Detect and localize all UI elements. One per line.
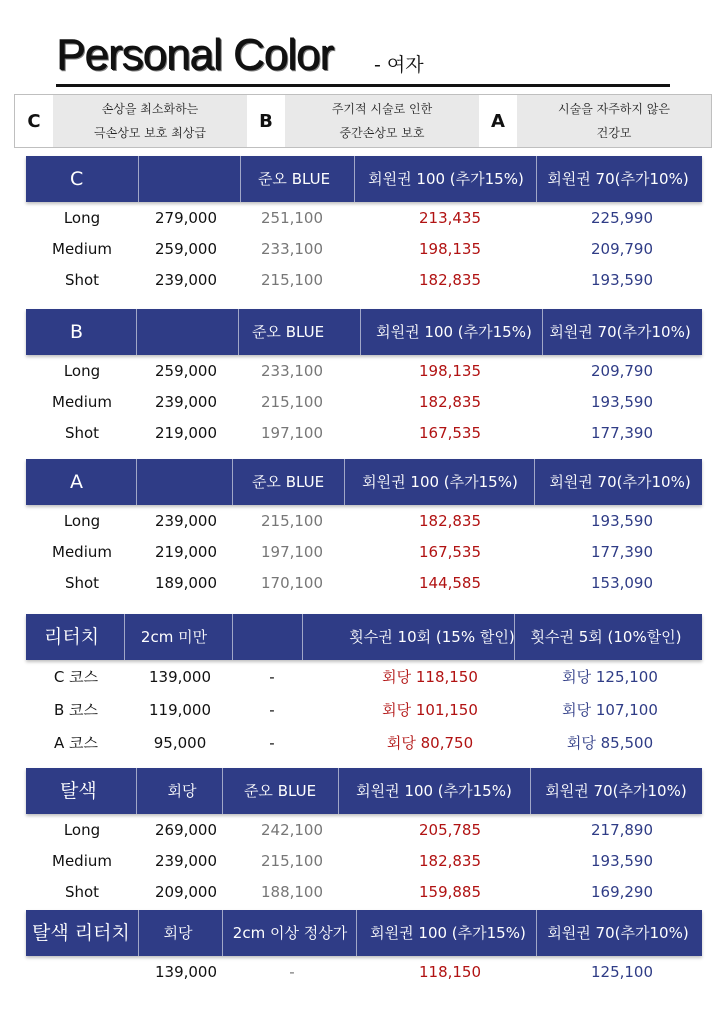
table-row [26,418,702,449]
legend-desc-line: 중간손상모 보호 [339,126,425,140]
table-row [26,568,702,599]
membership-70-price-cell: 209,790 [590,240,654,258]
membership-100-price-cell: 회당 118,150 [382,668,478,686]
column-header: 회당 [163,924,193,942]
header-divider [138,910,139,956]
junoh-blue-price-cell: - [269,701,275,719]
junoh-blue-price-cell: 215,100 [260,852,324,870]
membership-100-price-cell: 167,535 [418,424,482,442]
membership-100-price-cell: 회당 80,750 [386,734,474,752]
price-table-bleach [26,768,702,908]
table-title: C [70,168,84,190]
length-cell: C 코스 [53,668,99,686]
membership-100-price-cell: 167,535 [418,543,482,561]
legend-letter-b: B [247,95,285,147]
table-row [26,727,702,760]
table-row [26,356,702,387]
regular-price-cell: 259,000 [154,362,218,380]
page-header [56,30,668,88]
legend-letter-a: A [479,95,517,147]
length-cell: Medium [52,240,112,258]
membership-70-price-cell: 회당 85,500 [566,734,654,752]
legend-desc-line: 극손상모 보호 최상급 [94,126,206,140]
table-row [26,846,702,877]
membership-70-price-cell: 193,590 [590,271,654,289]
table-header [26,910,702,956]
header-divider [240,156,241,202]
length-cell: Medium [52,393,112,411]
header-divider [356,910,357,956]
membership-100-price-cell: 213,435 [418,209,482,227]
membership-70-price-cell: 125,100 [590,963,654,981]
header-divider [136,459,137,505]
membership-70-price-cell: 177,390 [590,543,654,561]
table-title: 리터치 [44,626,100,648]
table-header [26,768,702,814]
column-header: 2cm 미만 [140,628,208,646]
table-title: 탈색 리터치 [32,922,130,944]
regular-price-cell: 259,000 [154,240,218,258]
table-header [26,309,702,355]
regular-price-cell: 239,000 [154,271,218,289]
header-divider [222,910,223,956]
page-subtitle: - 여자 [374,54,424,76]
length-cell: Shot [64,424,100,442]
junoh-blue-price-cell: - [289,963,295,981]
junoh-blue-price-cell: 251,100 [260,209,324,227]
membership-100-price-cell: 205,785 [418,821,482,839]
column-header: 준오 BLUE [251,323,325,341]
table-row [26,203,702,234]
table-row [26,957,702,988]
membership-100-price-cell: 182,835 [418,512,482,530]
regular-price-cell: 239,000 [154,393,218,411]
title-underline [56,84,670,87]
price-table-grade-c [26,156,702,296]
membership-70-price-cell: 193,590 [590,512,654,530]
regular-price-cell: 139,000 [148,668,212,686]
length-cell: Shot [64,883,100,901]
header-divider [354,156,355,202]
column-header: 2cm 이상 정상가 [232,924,348,942]
membership-70-price-cell: 177,390 [590,424,654,442]
table-title: A [70,471,83,493]
legend-desc-c [53,95,247,147]
header-divider [136,309,137,355]
junoh-blue-price-cell: 233,100 [260,240,324,258]
table-row [26,537,702,568]
header-divider [534,459,535,505]
junoh-blue-price-cell: 233,100 [260,362,324,380]
regular-price-cell: 219,000 [154,543,218,561]
grade-legend [14,94,712,148]
table-row [26,694,702,727]
regular-price-cell: 219,000 [154,424,218,442]
junoh-blue-price-cell: - [269,668,275,686]
regular-price-cell: 95,000 [153,734,207,752]
header-divider [530,768,531,814]
header-divider [536,910,537,956]
header-divider [222,768,223,814]
column-header: 준오 BLUE [243,782,317,800]
header-divider [136,768,137,814]
length-cell: Long [63,209,101,227]
membership-100-price-cell: 198,135 [418,240,482,258]
header-divider [302,614,303,660]
regular-price-cell: 239,000 [154,852,218,870]
junoh-blue-price-cell: 170,100 [260,574,324,592]
column-header: 회원권 100 (추가15%) [368,170,524,188]
membership-70-price-cell: 193,590 [590,393,654,411]
header-divider [360,309,361,355]
column-header: 회원권 70(추가10%) [547,170,689,188]
legend-desc-line: 주기적 시술로 인한 [331,102,433,116]
header-divider [232,614,233,660]
length-cell: Shot [64,271,100,289]
length-cell: B 코스 [53,701,99,719]
column-header: 회원권 70(추가10%) [549,473,691,491]
regular-price-cell: 279,000 [154,209,218,227]
junoh-blue-price-cell: 215,100 [260,271,324,289]
legend-desc-line: 시술을 자주하지 않은 [558,102,670,116]
length-cell: Shot [64,574,100,592]
legend-desc-a [517,95,711,147]
table-header [26,459,702,505]
regular-price-cell: 139,000 [154,963,218,981]
table-row [26,661,702,694]
column-header: 회원권 70(추가10%) [547,924,689,942]
table-row [26,815,702,846]
regular-price-cell: 239,000 [154,512,218,530]
length-cell: Medium [52,852,112,870]
membership-70-price-cell: 회당 107,100 [562,701,658,719]
membership-70-price-cell: 169,290 [590,883,654,901]
membership-100-price-cell: 198,135 [418,362,482,380]
column-header: 횟수권 10회 (15% 할인) [349,628,515,646]
junoh-blue-price-cell: 242,100 [260,821,324,839]
membership-70-price-cell: 217,890 [590,821,654,839]
column-header: 회원권 100 (추가15%) [362,473,518,491]
legend-desc-line: 건강모 [596,126,632,140]
column-header: 회원권 100 (추가15%) [356,782,512,800]
header-divider [344,459,345,505]
junoh-blue-price-cell: 188,100 [260,883,324,901]
junoh-blue-price-cell: 215,100 [260,393,324,411]
header-divider [542,309,543,355]
regular-price-cell: 119,000 [148,701,212,719]
length-cell: Long [63,512,101,530]
legend-desc-b [285,95,479,147]
length-cell: A 코스 [53,734,99,752]
membership-100-price-cell: 회당 101,150 [382,701,478,719]
membership-70-price-cell: 회당 125,100 [562,668,658,686]
column-header: 준오 BLUE [257,170,331,188]
regular-price-cell: 269,000 [154,821,218,839]
column-header: 회원권 100 (추가15%) [376,323,532,341]
membership-100-price-cell: 182,835 [418,852,482,870]
header-divider [124,614,125,660]
table-row [26,234,702,265]
junoh-blue-price-cell: - [269,734,275,752]
regular-price-cell: 209,000 [154,883,218,901]
junoh-blue-price-cell: 215,100 [260,512,324,530]
header-divider [232,459,233,505]
membership-100-price-cell: 182,835 [418,393,482,411]
length-cell: Long [63,821,101,839]
column-header: 횟수권 5회 (10%할인) [530,628,682,646]
table-header [26,614,702,660]
column-header: 회원권 70(추가10%) [545,782,687,800]
header-divider [536,156,537,202]
membership-100-price-cell: 159,885 [418,883,482,901]
table-header [26,156,702,202]
table-row [26,265,702,296]
header-divider [138,156,139,202]
membership-70-price-cell: 209,790 [590,362,654,380]
price-table-grade-a [26,459,702,599]
table-row [26,387,702,418]
regular-price-cell: 189,000 [154,574,218,592]
membership-100-price-cell: 182,835 [418,271,482,289]
table-title: B [70,321,84,343]
header-divider [238,309,239,355]
table-row [26,506,702,537]
price-table-grade-b [26,309,702,449]
junoh-blue-price-cell: 197,100 [260,424,324,442]
membership-100-price-cell: 118,150 [418,963,482,981]
table-row [26,877,702,908]
membership-100-price-cell: 144,585 [418,574,482,592]
column-header: 회원권 70(추가10%) [549,323,691,341]
header-divider [338,768,339,814]
junoh-blue-price-cell: 197,100 [260,543,324,561]
column-header: 준오 BLUE [251,473,325,491]
membership-70-price-cell: 225,990 [590,209,654,227]
table-title: 탈색 [60,780,97,802]
price-table-retouch [26,614,702,760]
column-header: 회원권 100 (추가15%) [370,924,526,942]
legend-letter-c: C [15,95,53,147]
column-header: 회당 [167,782,197,800]
length-cell: Long [63,362,101,380]
membership-70-price-cell: 153,090 [590,574,654,592]
page-title: Personal Color [56,30,334,79]
membership-70-price-cell: 193,590 [590,852,654,870]
price-table-bleach-retouch [26,910,702,988]
length-cell: Medium [52,543,112,561]
legend-desc-line: 손상을 최소화하는 [101,102,199,116]
